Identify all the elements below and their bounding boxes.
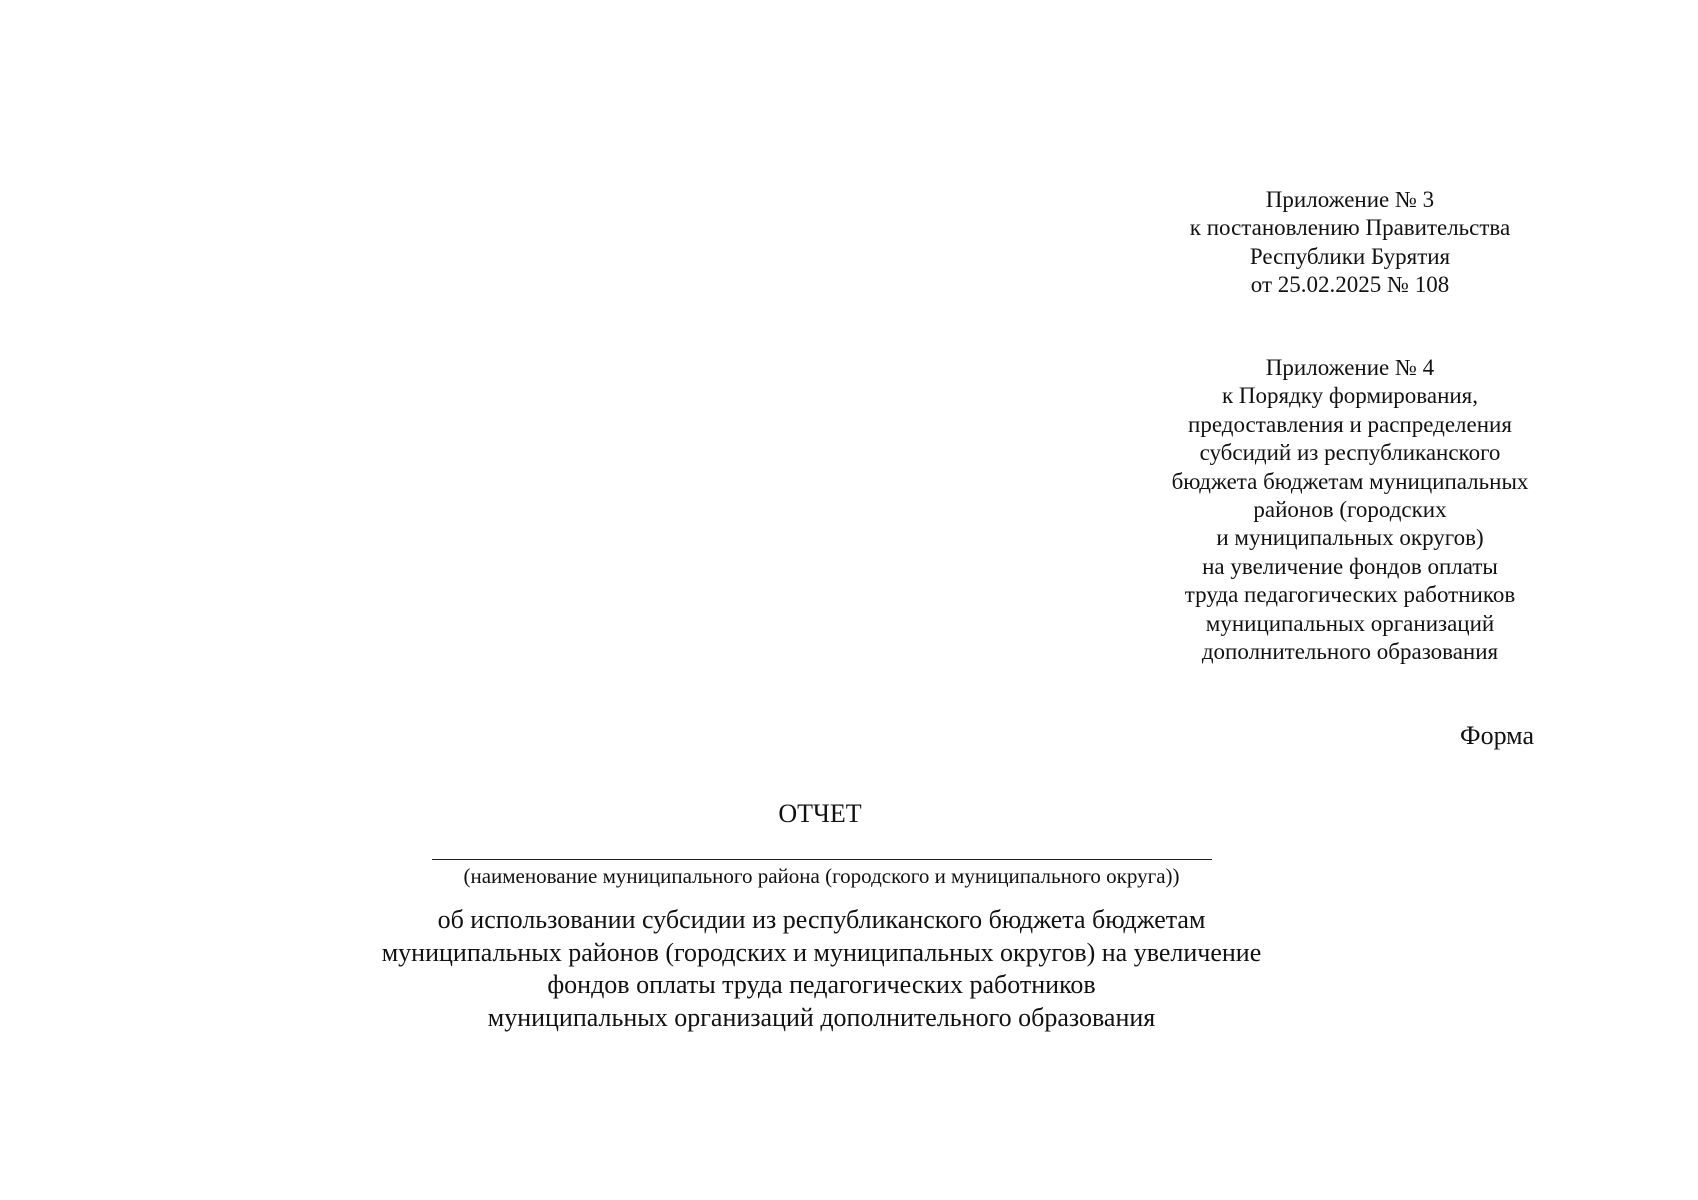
appendix-4-line: к Порядку формирования, [1221, 383, 1479, 409]
appendix-3-line: от 25.02.2025 № 108 [1250, 272, 1450, 298]
appendix-3-line: Республики Бурятия [1249, 243, 1451, 269]
appendix-4-line: районов (городских [1253, 497, 1447, 523]
appendix-4-line: дополнительного образования [1201, 639, 1499, 665]
appendix-4-line: муниципальных организаций [1205, 610, 1495, 636]
appendix-4-line: Приложение № 4 [1265, 355, 1435, 380]
report-subject-line: муниципальных районов (городских и муниципальных округов) на увеличение [381, 937, 1262, 967]
appendix-4-line: субсидий из республиканского [1199, 440, 1501, 466]
appendix-4-header [1150, 354, 1550, 666]
appendix-4-line: и муниципальных округов) [1216, 525, 1484, 551]
municipality-name-caption: (наименование муниципального района (городского и муниципального округа)) [463, 864, 1180, 888]
report-subject-line: муниципальных организаций дополнительного образования [487, 1002, 1156, 1032]
report-title: ОТЧЕТ [778, 799, 862, 828]
appendix-3-line: к постановлению Правительства [1189, 215, 1511, 241]
report-subject-line: фондов оплаты труда педагогических работников [547, 970, 1096, 999]
form-label: Форма [1460, 721, 1534, 750]
report-subject-line: об использовании субсидии из республиканского бюджета бюджетам [437, 905, 1206, 934]
appendix-4-line: предоставления и распределения [1188, 411, 1512, 437]
appendix-3-line: Приложение № 3 [1265, 187, 1435, 212]
municipality-name-blank-line [432, 859, 1212, 860]
appendix-3-header [1150, 186, 1550, 300]
appendix-4-line: труда педагогических работников [1184, 582, 1516, 608]
appendix-4-line: бюджета бюджетам муниципальных [1171, 468, 1529, 494]
report-subject [300, 904, 1343, 1034]
appendix-4-line: на увеличение фондов оплаты [1202, 553, 1498, 579]
